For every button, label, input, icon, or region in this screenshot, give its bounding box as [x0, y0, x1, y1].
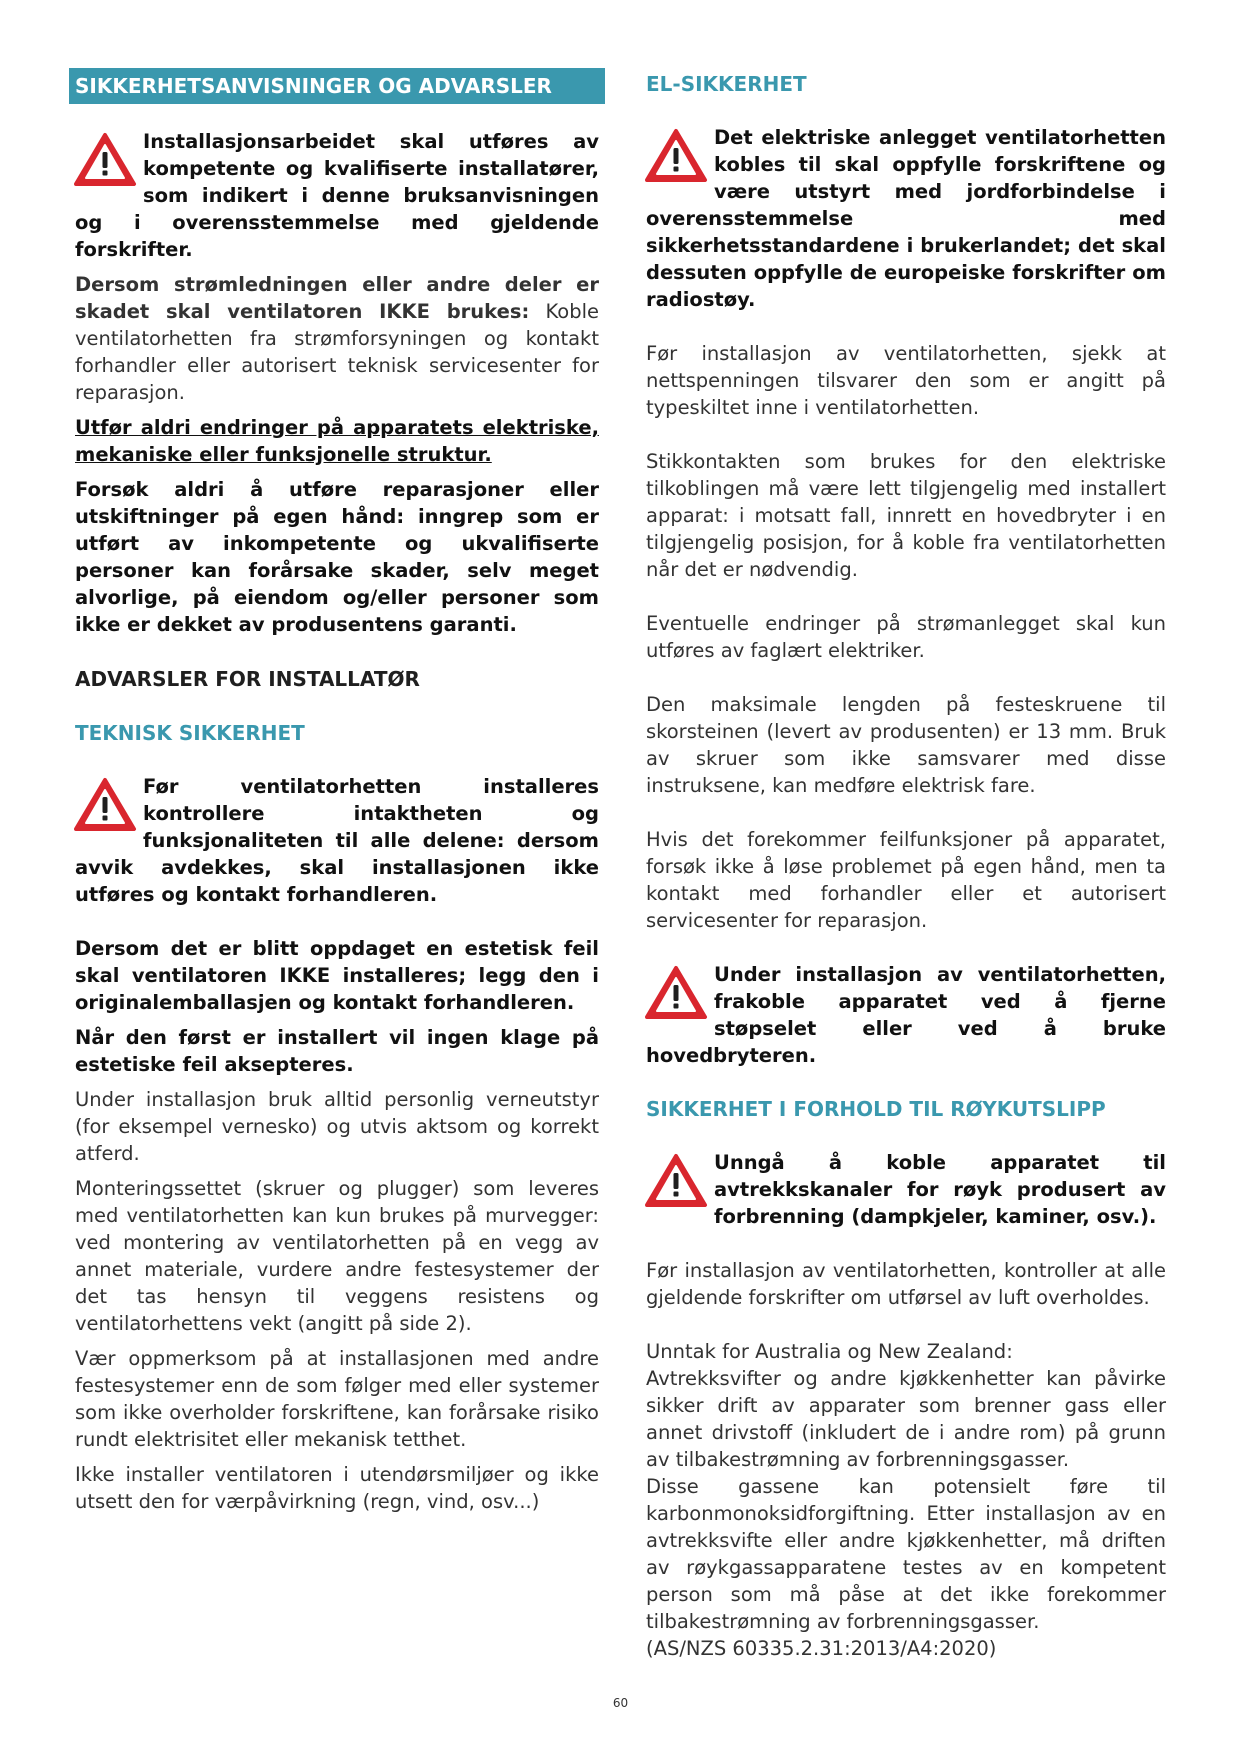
- warning-block-smoke: [640, 1149, 1172, 1230]
- right-column: [640, 68, 1172, 1662]
- standard-reference: (AS/NZS 60335.2.31:2013/A4:2020): [646, 1637, 997, 1660]
- heading-smoke-safety: SIKKERHET I FORHOLD TIL RØYKUTSLIPP: [646, 1097, 1106, 1121]
- socket-paragraph: Stikkontakten som brukes for den elektriske tilkoblingen må være lett tilgjengelig med installert apparat: i motsatt fall, innrett en hovedbryter i en tilgjengelig posisjon, for å koble fra ventilatorhetten når det er nødvendig.: [646, 450, 1166, 581]
- section-header-safety: SIKKERHETSANVISNINGER OG ADVARSLER: [69, 68, 605, 104]
- exhaust-paragraph: Avtrekksvifter og andre kjøkkenhetter kan påvirke sikker drift av apparater som brenner gass eller annet drivstoff (inkludert de i andre rom) på grunn av tilbakestrømning av forbrenningsgasser.: [646, 1367, 1166, 1471]
- warning-text: Installasjonsarbeidet skal utføres av kompetente og kvalifiserte installatører, som indikert i denne bruksanvisningen og i overensstemmelse med gjeldende forskrifter.: [75, 130, 599, 261]
- no-changes-paragraph: Utfør aldri endringer på apparatets elektriske, mekaniske eller funksjonelle struktur.: [75, 416, 599, 466]
- screws-paragraph: Den maksimale lengden på festeskruene til skorsteinen (levert av produsenten) er 13 mm. Bruk av skruer som ikke samsvarer med disse instruksene, kan medføre elektrisk fare.: [646, 693, 1166, 797]
- warning-text: Unngå å koble apparatet til avtrekkskanaler for røyk produsert av forbrenning (dampkjeler, kaminer, osv.).: [714, 1151, 1166, 1228]
- damage-rest: Koble ventilatorhetten fra strømforsyningen og kontakt forhandler eller autorisert teknisk servicesenter for reparasjon.: [75, 300, 599, 404]
- warning-text: Før ventilatorhetten installeres kontrollere intaktheten og funksjonaliteten til alle delene: dersom avvik avdekkes, skal installasjonen ikke utføres og kontakt forhandleren.: [75, 775, 599, 906]
- gases-paragraph: Disse gassene kan potensielt føre til karbonmonoksidforgiftning. Etter installasjon av en avtrekksvifte eller andre kjøkkenhetter, må driften av røykgassapparatene testes av en kompetent person som må påse at det ikke forekommer tilbakestrømning av forbrenningsgasser.: [646, 1475, 1166, 1633]
- fastening-risk-paragraph: Vær oppmerksom på at installasjonen med andre festesystemer enn de som følger med eller systemer som ikke overholder forskriftene, kan forårsake risiko rundt elektrisitet eller mekanisk tetthet.: [75, 1347, 599, 1451]
- once-installed-paragraph: Når den først er installert vil ingen klage på estetiske feil aksepteres.: [75, 1026, 599, 1076]
- page-number: 60: [612, 1696, 629, 1710]
- warning-block-disconnect: [640, 961, 1172, 1069]
- damage-bold: Dersom strømledningen eller andre deler er skadet skal ventilatoren IKKE brukes:: [75, 273, 599, 323]
- warning-block-inspection: [69, 773, 605, 908]
- left-column: [69, 68, 605, 1515]
- voltage-paragraph: Før installasjon av ventilatorhetten, sjekk at nettspenningen tilsvarer den som er angitt på typeskiltet inne i ventilatorhetten.: [646, 342, 1166, 419]
- warning-text: Det elektriske anlegget ventilatorhetten kobles til skal oppfylle forskriftene og være utstyrt med jordforbindelse i overensstemmelse med sikkerhetsstandardene i brukerlandet; det skal dessuten oppfylle de europeiske forskrifter om radiostøy.: [646, 126, 1166, 311]
- warning-triangle-icon: [644, 1153, 708, 1209]
- heading-electrical-safety: EL-SIKKERHET: [646, 72, 807, 96]
- warning-block-electrical: [640, 124, 1172, 313]
- no-repairs-paragraph: Forsøk aldri å utføre reparasjoner eller utskiftninger på egen hånd: inngrep som er utført av inkompetente og ukvalifiserte personer kan forårsake skader, selv meget alvorlige, på eiendom og/eller personer som ikke er dekket av produsentens garanti.: [75, 478, 599, 636]
- warning-block-installation: [69, 128, 605, 263]
- warning-triangle-icon: [73, 132, 137, 188]
- air-regulations-paragraph: Før installasjon av ventilatorhetten, kontroller at alle gjeldende forskrifter om utførsel av luft overholdes.: [646, 1259, 1166, 1309]
- damage-paragraph: [69, 271, 605, 406]
- aesthetic-defect-paragraph: Dersom det er blitt oppdaget en estetisk feil skal ventilatoren IKKE installeres; legg den i originalemballasjen og kontakt forhandleren.: [75, 937, 599, 1014]
- warning-text: Under installasjon av ventilatorhetten, frakoble apparatet ved å fjerne støpselet eller ved å bruke hovedbryteren.: [646, 963, 1166, 1067]
- warning-triangle-icon: [644, 965, 708, 1021]
- outdoor-paragraph: Ikke installer ventilatoren i utendørsmiljøer og ikke utsett den for værpåvirkning (regn, vind, osv...): [75, 1463, 599, 1513]
- exception-paragraph: Unntak for Australia og New Zealand:: [646, 1340, 1013, 1363]
- warning-triangle-icon: [73, 777, 137, 833]
- mounting-kit-paragraph: Monteringssettet (skruer og plugger) som leveres med ventilatorhetten kan kun brukes på murvegger: ved montering av ventilatorhetten på en vegg av annet materiale, vurdere andre festesystemer der det tas hensyn til veggens resistens og ventilatorhettens vekt (angitt på side 2).: [75, 1177, 599, 1335]
- electrician-paragraph: Eventuelle endringer på strømanlegget skal kun utføres av faglært elektriker.: [646, 612, 1166, 662]
- heading-installer-warnings: ADVARSLER FOR INSTALLATØR: [75, 667, 420, 691]
- malfunction-paragraph: Hvis det forekommer feilfunksjoner på apparatet, forsøk ikke å løse problemet på egen hånd, men ta kontakt med forhandler eller et autorisert servicesenter for reparasjon.: [646, 828, 1166, 932]
- warning-triangle-icon: [644, 128, 708, 184]
- heading-technical-safety: TEKNISK SIKKERHET: [75, 721, 305, 745]
- ppe-paragraph: Under installasjon bruk alltid personlig verneutstyr (for eksempel vernesko) og utvis aktsom og korrekt atferd.: [75, 1088, 599, 1165]
